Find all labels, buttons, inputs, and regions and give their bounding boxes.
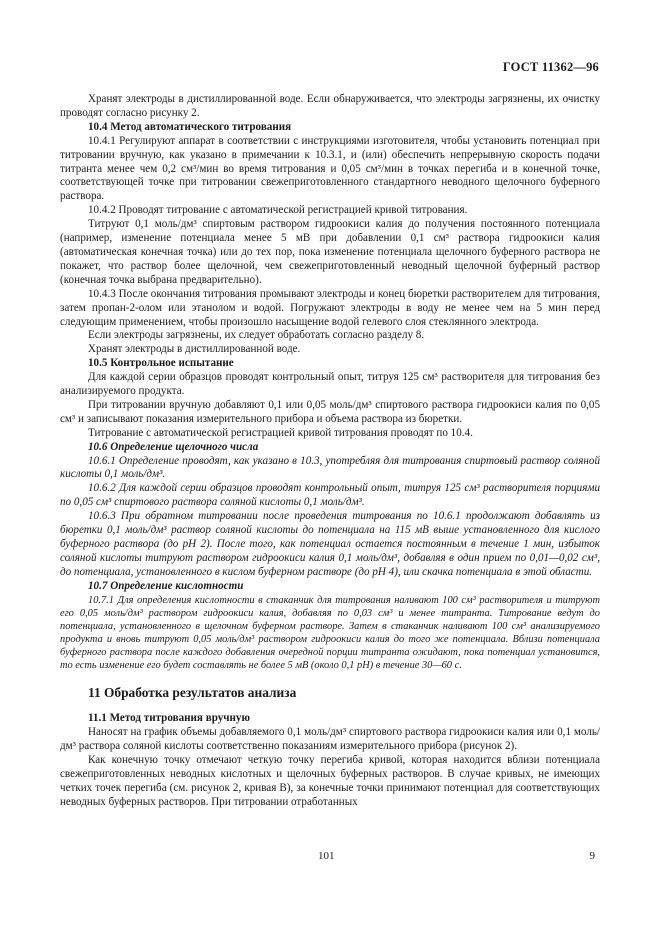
paragraph: 10.6.2 Для каждой серии образцов проводят контрольный опыт, титруя 125 см³ растворителя порциями по 0,05 см³ спиртового раствора соляной кислоты 0,1 моль/дм³. <box>60 482 600 509</box>
page-number-right: 9 <box>589 850 595 862</box>
paragraph: 10.6.1 Определение проводят, как указано в 10.3, употребляя для титрования спиртовый раствор соляной кислоты 0,1 моль/дм³. <box>60 454 600 481</box>
section-heading: 11 Обработка результатов анализа <box>88 685 297 701</box>
paragraph: Если электроды загрязнены, их следует обработать согласно разделу 8. <box>88 329 425 342</box>
paragraph: Хранят электроды в дистиллированной воде. Если обнаруживается, что электроды загрязнены, их очистку проводят согласно рисунку 2. <box>60 93 600 119</box>
paragraph: При титровании вручную добавляют 0,1 или 0,05 моль/дм³ спиртового раствора гидроокиси калия по 0,05 см³ и записывают показания измерительного прибора и объема раствора из бюретки. <box>60 398 600 425</box>
paragraph: Хранят электроды в дистиллированной воде. <box>88 343 301 356</box>
paragraph: 10.7.1 Для определения кислотности в стаканчик для титрования наливают 100 см³ растворителя и титруют его 0,05 моль/дм³ раствором гидроокиси калия, добавляя по 0,03 см³ и менее титранта. Титрование ведут до потенциала, установленного в щелочном буферном растворе. Затем в стаканчик наливают 100 см³ анализируемого продукта и вновь титруют 0,05 моль/дм³ раствором гидроокиси калия до того же потенциала. Вблизи потенциала буферного раствора после каждого добавления очередной порции титранта ожидают, пока потенциал установится, то есть изменение его будет составлять не более 5 мВ (около 0,1 pH) в течение 30—60 с. <box>60 594 600 672</box>
paragraph: 10.4.2 Проводят титрование с автоматической регистрацией кривой титрования. <box>88 204 468 217</box>
subsection-heading: 10.6 Определение щелочного числа <box>88 440 259 453</box>
paragraph: Как конечную точку отмечают четкую точку перегиба кривой, которая находится вблизи потенциала свежеприготовленных неводных кислотных и щелочных буферных растворов. В случае кривых, не имеющих четких точек перегиба (см. рисунок 2, кривая B), за конечные точки принимают потенциал для соответствующих неводных буферных растворов. При титровании отработанных <box>60 753 600 808</box>
paragraph: Титрование с автоматической регистрацией кривой титрования проводят по 10.4. <box>88 426 473 439</box>
paragraph: 10.4.1 Регулируют аппарат в соответствии с инструкциями изготовителя, чтобы установить потенциал при титровании вручную, как указано в примечании к 10.3.1, и (или) обеспечить непрерывную скорость подачи титранта менее чем 0,2 см³/мин во время титрования и 0,05 см³/мин в точках перегиба и в конечной точке, соответствующей точке при титровании свежеприготовленного стандартного неводного щелочного буферного раствора. <box>60 134 600 203</box>
standard-header: ГОСТ 11362—96 <box>502 60 599 74</box>
subsection-heading: 10.5 Контрольное испытание <box>88 357 234 370</box>
subsection-heading: 10.7 Определение кислотности <box>88 579 244 592</box>
subsection-heading: 10.4 Метод автоматического титрования <box>88 120 292 133</box>
page-number-center: 101 <box>318 850 335 862</box>
paragraph: 10.4.3 После окончания титрования промывают электроды и конец бюретки растворителем для титрования, затем пропан-2-олом или этанолом и водой. Погружают электроды в воду не менее чем на 5 мин перед следующим применением, чтобы произошло насыщение водой гелевого слоя стеклянного электрода. <box>60 287 600 328</box>
subsection-heading: 11.1 Метод титрования вручную <box>88 712 250 725</box>
paragraph: Наносят на график объемы добавляемого 0,1 моль/дм³ спиртового раствора гидроокиси калия или 0,1 моль/дм³ раствора соляной кислоты соответственно показаниям измерительного прибора (рисунок 2). <box>60 726 600 752</box>
paragraph: 10.6.3 При обратном титровании после проведения титрования по 10.6.1 продолжают добавлять из бюретки 0,1 моль/дм³ раствор соляной кислоты до потенциала на 115 мВ выше установленного для кислого буферного раствора (до pH 2). После того, как потенциал остается постоянным в течение 1 мин, избыток соляной кислоты титруют раствором гидроокиси калия 0,1 моль/дм³, добавляя в один прием по 0,01—0,02 см³, до потенциала, установленного в кислом буферном растворе (до pH 4), или скачка потенциала в этой области. <box>60 510 600 578</box>
document-body <box>60 93 600 809</box>
paragraph: Титруют 0,1 моль/дм³ спиртовым раствором гидроокиси калия до получения постоянного потенциала (например, изменение потенциала менее 5 мВ при добавлении 0,1 см³ раствора гидроокиси калия (автоматическая конечная точка) или до тех пор, пока изменение потенциала щелочного буферного раствора не покажет, что раствор более щелочной, чем свежеприготовленный неводный щелочной буферный раствор (конечная точка выбрана предварительно). <box>60 218 600 286</box>
paragraph: Для каждой серии образцов проводят контрольный опыт, титруя 125 см³ растворителя для титрования без анализируемого продукта. <box>60 371 600 398</box>
